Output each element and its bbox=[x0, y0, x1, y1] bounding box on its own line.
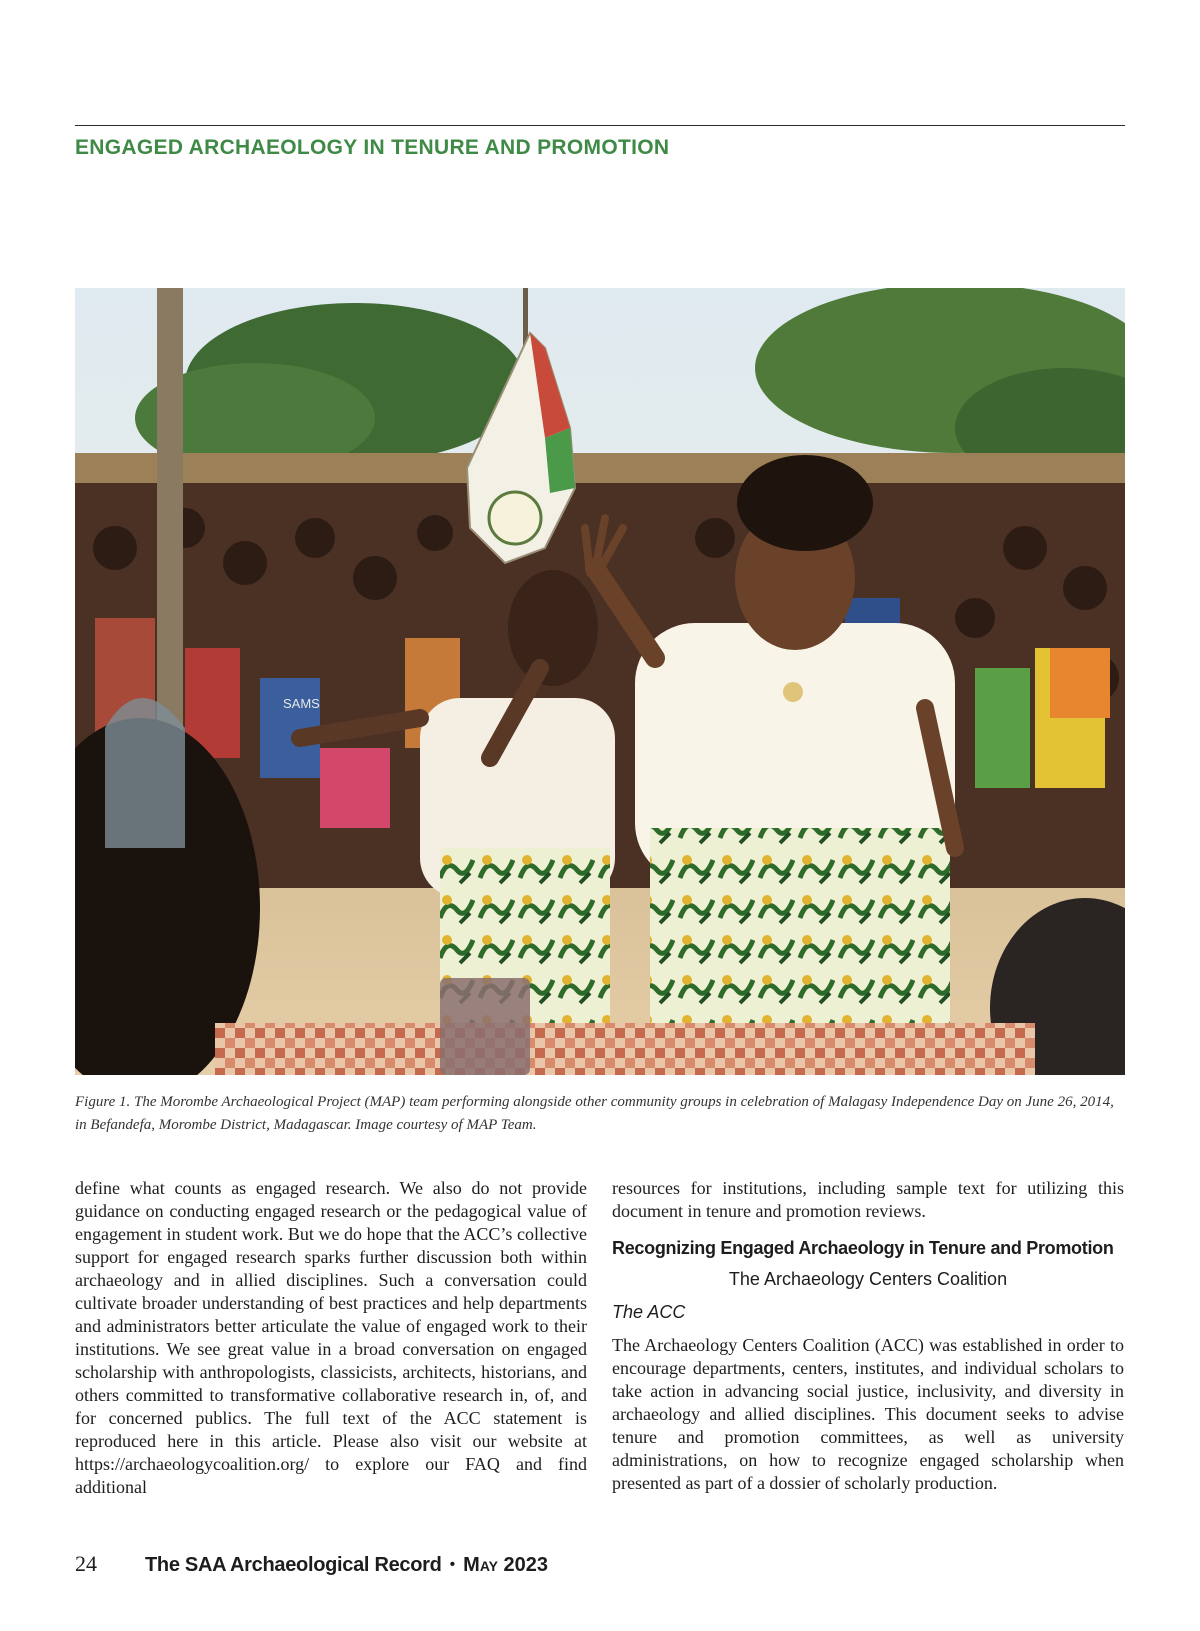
left-column bbox=[75, 1177, 587, 1499]
right-intro-text: resources for institutions, including sample text for utilizing this document in tenure and promotion reviews. bbox=[612, 1178, 1124, 1221]
issue-date: May 2023 bbox=[463, 1554, 549, 1576]
right-paragraph-text: The Archaeology Centers Coalition (ACC) was established in order to encourage departments, centers, institutes, and individual scholars to take action in advancing social justice, inclusivity, and diversity in archaeology and allied disciplines. This document seeks to advise tenure and promotion committees, as well as university administrations, on how to recognize engaged scholarship when presented as part of a dossier of scholarly production. bbox=[612, 1335, 1124, 1493]
figure-photo bbox=[75, 288, 1125, 1075]
header-rule bbox=[75, 125, 1125, 126]
section-title: ENGAGED ARCHAEOLOGY IN TENURE AND PROMOTION bbox=[75, 136, 670, 159]
page-number: 24 bbox=[75, 1551, 97, 1576]
left-column-text: define what counts as engaged research. We also do not provide guidance on conducting engaged research or the pedagogical value of engagement in student work. But we do hope that the ACC’s collective support for engaged research sparks further discussion both within archaeology and in allied disciplines. Such a conversation could cultivate broader understanding of best practices and help departments and administrators better articulate the value of engaged work to their institutions. We see great value in a broad conversation on engaged scholarship with anthropologists, classicists, architects, historians, and others committed to transformative collaborative research in, of, and for concerned publics. The full text of the ACC statement is reproduced here in this article. Please also visit our website at https://archaeologycoalition.org/ to explore our FAQ and find additional bbox=[75, 1178, 587, 1497]
page-footer bbox=[75, 1551, 548, 1577]
subhead: The ACC bbox=[612, 1302, 686, 1322]
journal-name: The SAA Archaeological Record bbox=[145, 1554, 442, 1576]
footer-bullet: • bbox=[449, 1556, 456, 1573]
article-heading: Recognizing Engaged Archaeology in Tenure and Promotion bbox=[612, 1238, 1114, 1258]
figure-caption: Figure 1. The Morombe Archaeological Project (MAP) team performing alongside other community groups in celebration of Malagasy Independence Day on June 26, 2014, in Befandefa, Morombe District, Madagascar. Image courtesy of MAP Team. bbox=[75, 1094, 1114, 1133]
right-column bbox=[612, 1177, 1124, 1495]
shirt-print: SAMS bbox=[283, 696, 320, 711]
article-author: The Archaeology Centers Coalition bbox=[728, 1269, 1008, 1289]
